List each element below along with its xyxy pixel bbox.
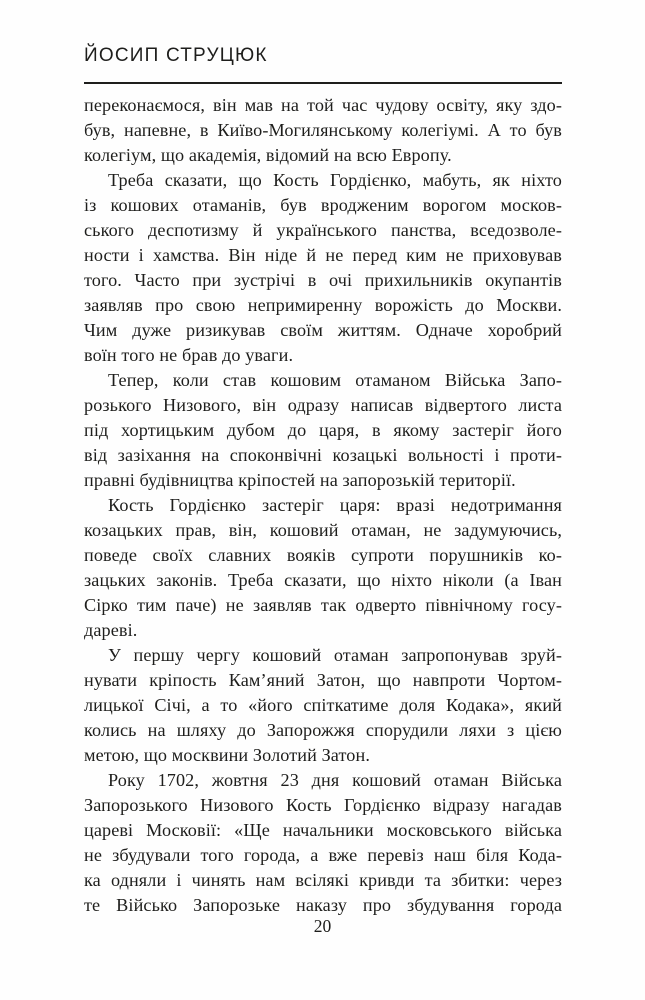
text-line: Тепер, коли став кошовим отаманом Війська Запо- [108,370,562,390]
page-body [84,93,562,918]
text-line: того. Часто при зустрічі в очі прихильників окупантів [84,270,562,290]
text-line: ського деспотизму й українського панства, вседозволе- [84,220,562,240]
text-line: колегіум, що академія, відомий на всю Европу. [84,145,452,165]
text-line: Кость Гордієнко застеріг царя: вразі недотримання [108,495,562,515]
text-line: заявляв про свою непримиренну ворожість до Москви. [84,295,562,315]
text-line: ка одняли і чинять нам всілякі кривди та збитки: через [84,870,562,890]
paragraph [84,643,562,768]
text-line: був, напевне, в Київо-Могилянському колегіумі. А то був [84,120,562,140]
text-line: цареві Московії: «Ще начальники московського війська [84,820,562,840]
running-header: ЙОСИП СТРУЦЮК [84,45,268,66]
text-line: переконаємося, він мав на той час чудову освіту, яку здо- [84,95,562,115]
paragraph [84,493,562,643]
paragraph [84,93,562,168]
text-line: козацьких прав, він, кошовий отаман, не задумуючись, [84,520,562,540]
header-rule [84,82,562,84]
text-line: правні будівництва кріпостей на запорозькій території. [84,470,516,490]
text-line: зацьких законів. Треба сказати, що ніхто ніколи (а Іван [84,570,562,590]
text-line: під хортицьким дубом до царя, в якому застеріг його [84,420,562,440]
text-line: те Військо Запорозьке наказу про збудування города [84,895,562,915]
paragraph [84,768,562,918]
paragraph [84,168,562,368]
paragraph [84,368,562,493]
text-line: розького Низового, він одразу написав відвертого листа [84,395,562,415]
text-line: ности і хамства. Він ніде й не перед ким не приховував [84,245,562,265]
text-line: У першу чергу кошовий отаман запропонував зруй- [108,645,562,665]
text-line: поведе своїх славних вояків супроти порушників ко- [84,545,562,565]
text-line: нувати кріпость Кам’яний Затон, що навпроти Чортом- [84,670,562,690]
page-number: 20 [313,916,332,936]
text-line: не збудували того города, а вже перевіз наш біля Кода- [84,845,562,865]
text-line: від зазіхання на споконвічні козацькі вольності і проти- [84,445,562,465]
text-line: лицької Січі, а то «його спіткатиме доля Кодака», який [84,695,562,715]
text-line: Запорозького Низового Кость Гордієнко відразу нагадав [84,795,562,815]
text-line: колись на шляху до Запорожжя спорудили ляхи з цією [84,720,562,740]
text-line: із кошових отаманів, був вродженим ворогом москов- [84,195,562,215]
text-line: Чим дуже ризикував своїм життям. Одначе хоробрий [84,320,562,340]
text-line: Року 1702, жовтня 23 дня кошовий отаман Війська [108,770,562,790]
text-line: Сірко тим паче) не заявляв так одверто північному госу- [84,595,562,615]
text-line: дареві. [84,620,138,640]
text-line: метою, що москвини Золотий Затон. [84,745,370,765]
text-line: воїн того не брав до уваги. [84,345,294,365]
text-line: Треба сказати, що Кость Гордієнко, мабуть, як ніхто [108,170,562,190]
